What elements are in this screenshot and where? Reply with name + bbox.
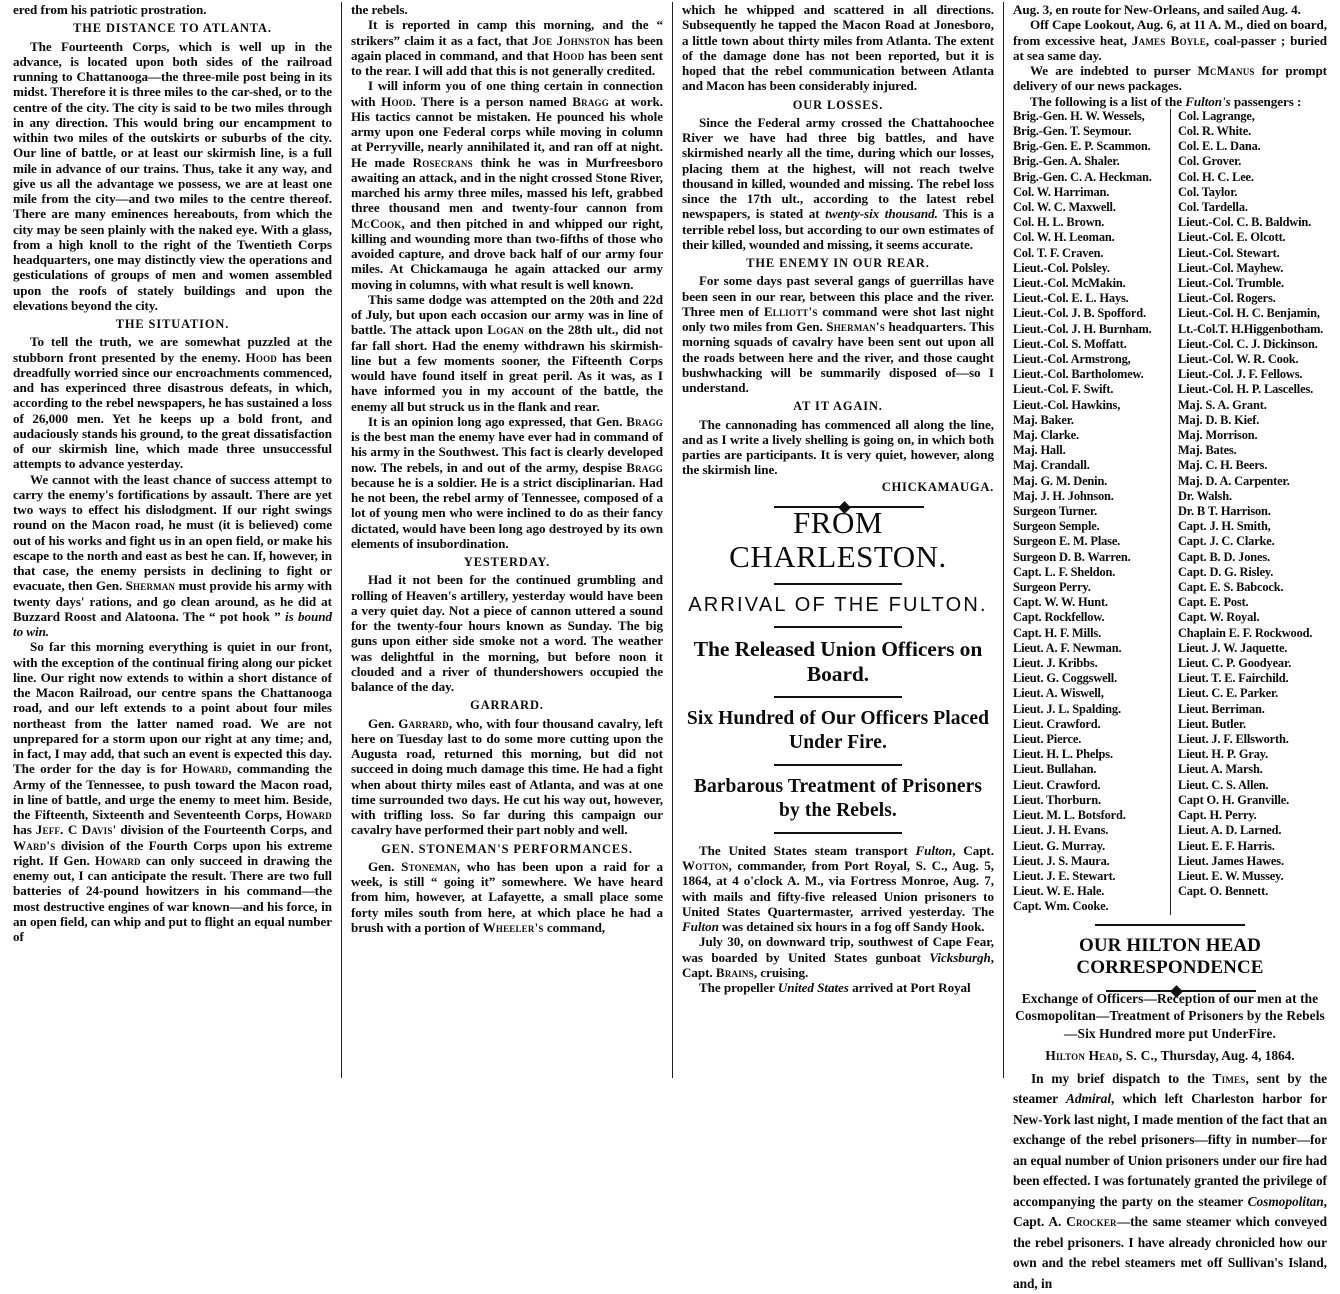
continuation-new-orleans: Aug. 3, en route for New-Orleans, and sailed Aug. 4. (1012, 2, 1301, 17)
txt: Off Cape Lookout, Aug. 6, at 11 A. M., died on board, from excessive heat, (1012, 17, 1327, 48)
passenger-entry: Maj. Bates. (1177, 443, 1237, 458)
headline-rule-1 (774, 583, 902, 585)
ship-cosmopolitan: Cosmopolitan (1247, 1193, 1324, 1209)
passenger-entry: Capt O. H. Granville. (1177, 792, 1290, 807)
continuation-macon-road: which he whipped and scattered in all directions. Subsequently he tapped the Macon Road at Jonesboro, a little town about thirty miles from Atlanta. The extent of the damage done has not been reported, but it is hoped that the rebel communication between Atlanta and Macon has been considerably injured. (681, 2, 994, 94)
passenger-entry: Maj. C. H. Beers. (1177, 458, 1268, 473)
passenger-entry: Surgeon E. M. Plase. (1012, 534, 1121, 549)
headline-from-charleston: FROM CHARLESTON. (729, 504, 947, 574)
passenger-entry: Lieut.-Col. H. C. Benjamin, (1177, 306, 1320, 321)
txt: , Capt. A. (1012, 1193, 1327, 1230)
passenger-entry: Lieut.-Col. C. J. Dickinson. (1177, 336, 1318, 351)
name-garrard: Garrard (398, 715, 449, 731)
headline-hilton-head-correspondence: OUR HILTON HEAD CORRESPONDENCE (1076, 934, 1264, 978)
txt: Gen. (367, 858, 402, 874)
txt: I will inform you of one thing certain in connection with (350, 78, 663, 109)
passenger-entry: Lieut. Pierce. (1012, 732, 1082, 747)
correspondent-signature: CHICKAMAUGA. (881, 479, 994, 494)
txt: It is reported in camp this morning, and the “ strikers” claim it as a fact, that (350, 17, 663, 48)
txt: We are indebted to purser (1029, 63, 1198, 78)
txt: has (13, 822, 36, 838)
txt: Gen. (367, 715, 399, 731)
passenger-entry: Lieut. C. P. Goodyear. (1177, 656, 1292, 671)
name-hood: Hood (552, 47, 585, 63)
txt: , cruising. (753, 964, 809, 980)
passenger-list (1013, 109, 1327, 915)
ship-admiral: Admiral (1065, 1091, 1111, 1107)
passenger-entry: Lieut. A. Marsh. (1177, 762, 1263, 777)
passenger-entry: Col. Tardella. (1177, 199, 1248, 214)
paragraph-bragg-tactics (351, 78, 663, 292)
passenger-entry: Lieut.-Col. H. P. Lascelles. (1177, 382, 1314, 397)
heading-our-losses: OUR LOSSES. (792, 97, 884, 112)
txt: The propeller (698, 980, 778, 995)
passenger-entry: Lieut. A. F. Newman. (1012, 640, 1122, 655)
passenger-entry: Lieut.-Col. Armstrong, (1012, 352, 1131, 366)
txt: on the 28th ult., did not far fall short. Had the enemy withdrawn his skirmish-line but a few moments sooner, the Fifteenth Corps would have found itself in great peril. As it was, as I have informed you in my account of the battle, the enemy all but struck us in the flank and rear. (350, 322, 663, 414)
passenger-entry: Lieut. Thorburn. (1012, 792, 1101, 807)
passenger-entry: Capt. W. W. Hunt. (1012, 595, 1108, 610)
passenger-entry: Capt. L. F. Sheldon. (1012, 564, 1116, 579)
passenger-entry: Lieut. E. F. Harris. (1177, 838, 1275, 853)
txt: is the best man the enemy have ever had in command of his army in the Southwest. This fact is clearly developed now. The rebels, in and out of the army, despise (350, 429, 663, 475)
name-logan: Logan (487, 322, 525, 338)
passenger-entry: Col. Lagrange, (1177, 108, 1255, 123)
passenger-entry: Lieut. W. E. Hale. (1012, 884, 1105, 899)
paragraph-garrard (351, 716, 663, 838)
hh-rule-top (1095, 924, 1245, 926)
passenger-entry: Maj. S. A. Grant. (1177, 397, 1267, 412)
txt: Since the Federal army crossed the Chattahoochee River we have had three big battles, and have skirmished nearly all the time, during which our losses, placing them at the highest, will not reach twelve thousand in killed, wounded and missing. The rebel loss since the 17th ult., according to the latest rebel newspapers, is stated at (681, 114, 994, 222)
passenger-entry: Capt. Wm. Cooke. (1012, 899, 1109, 914)
paragraph-purser-thanks (1013, 63, 1327, 94)
column-1 (4, 2, 341, 1078)
passenger-entry: Capt. W. Royal. (1177, 610, 1260, 625)
passenger-entry: Col. W. Harriman. (1012, 184, 1110, 199)
txt: was detained six hours in a fog off Sandy Hook. (718, 919, 985, 934)
name-james-boyle: James Boyle (1131, 32, 1206, 48)
headline-released-union-officers: The Released Union Officers on Board. (693, 636, 983, 686)
name-ward: Ward's (13, 837, 56, 853)
passenger-entry: Lieut. T. E. Fairchild. (1177, 671, 1289, 686)
passenger-entry: Col. R. White. (1177, 123, 1252, 138)
txt: This same dodge was attempted on the 20th and 22d of July, but upon each occasion our army was in line of battle. The attack upon (350, 291, 663, 338)
passenger-entry: Lieut. J. H. Evans. (1012, 823, 1109, 838)
name-rosecrans: Rosecrans (412, 154, 473, 170)
emphasis-twenty-six-thousand: twenty-six thousand. (825, 206, 938, 222)
txt: The United States steam transport (698, 842, 916, 858)
paragraph-enemy-rear (682, 273, 994, 395)
passenger-entry: Lieut. H. L. Phelps. (1012, 747, 1113, 762)
name-wheeler: Wheeler's (482, 919, 544, 935)
column-2 (341, 2, 672, 1078)
paragraph-passenger-list-intro (1013, 94, 1327, 109)
name-brains: Brains (715, 964, 754, 980)
passenger-entry: Lieut. J. W. Jaquette. (1177, 640, 1288, 655)
passenger-entry: Lieut. J. Kribbs. (1012, 656, 1098, 671)
name-jeff-c-davis: Jeff. C Davis' (35, 822, 117, 838)
name-sherman: Sherman (125, 578, 176, 594)
txt: has been sent to the rear. I will add that this is not generally credited. (350, 47, 663, 78)
hh-body (1013, 1046, 1327, 1294)
txt: , who, with four thousand cavalry, left here on Tuesday last to do some more cutting upon the Augusta road, returned this morning, but did not succeed in doing much damage this time. He had a fight when about thirty miles east of Atlanta, and was at one time surrounded two days. He cut his way out, however, with trifling loss. So far during this campaign our cavalry have performed their part nobly and well. (350, 715, 663, 838)
passenger-entry: Lieut.-Col. Trumble. (1177, 275, 1284, 290)
passenger-entry: Lieut. Berriman. (1177, 701, 1265, 716)
name-howard-2: Howard (286, 807, 332, 822)
passenger-entry: Capt. H. Perry. (1177, 808, 1257, 823)
txt: , who has been upon a raid for a week, is still “ going it” somewhere. We have heard from him, however, at Lafayette, a small place some forty miles south from here, at which place he had a brush with a portion of (350, 858, 663, 935)
dateline-date: Thursday, Aug. 4, 1864. (1157, 1048, 1295, 1064)
passenger-entry: Lieut. C. E. Parker. (1177, 686, 1279, 701)
txt: It is an opinion long ago expressed, that Gen. (367, 413, 627, 429)
passenger-entry: Lieut. J. F. Ellsworth. (1177, 732, 1289, 747)
passenger-entry: Capt. J. H. Smith, (1177, 519, 1271, 534)
paragraph-propeller-united-states (682, 980, 994, 995)
name-crocker: Crocker (1066, 1214, 1117, 1230)
name-wotton: Wotton (681, 858, 729, 873)
passenger-entry: Capt. H. F. Mills. (1012, 625, 1102, 640)
passenger-entry: Lieut. M. L. Botsford. (1012, 808, 1126, 823)
passenger-entry: Surgeon Semple. (1012, 519, 1100, 534)
txt: For some days past several gangs of guerrillas have been seen in our rear, between this place and the river. Three men of (681, 273, 994, 319)
emphasis-pot-hook: is bound to win. (13, 608, 332, 639)
txt: In my brief dispatch to the (1030, 1070, 1213, 1086)
hh-paragraph-1 (1013, 1069, 1327, 1294)
passenger-entry: Col. E. L. Dana. (1177, 139, 1261, 154)
headline-rule-4 (774, 764, 902, 766)
txt: , commanding the Army of the Tennessee, to push toward the Macon road, in line of battle, and urge the enemy to meet him. Beside, the Fifteenth, Sixteenth and Seventeenth Corps, (13, 761, 332, 822)
ship-fulton: Fulton (915, 842, 953, 858)
passenger-entry: Maj. Hall. (1012, 443, 1066, 458)
passenger-entry: Lieut.-Col. J. F. Fellows. (1177, 367, 1303, 382)
name-mccook: McCook (350, 215, 402, 231)
paragraph-stoneman (351, 859, 663, 935)
name-mcmanus: McManus (1197, 63, 1255, 78)
passenger-entry: Lieut. J. S. Maura. (1012, 853, 1110, 868)
paragraph-situation-3 (13, 639, 332, 944)
passenger-entry: Lieut.-Col. Stewart. (1177, 245, 1280, 260)
passenger-list-left (1013, 109, 1170, 915)
headline-arrival-of-fulton: ARRIVAL OF THE FULTON. (688, 593, 988, 616)
headline-barbarous-treatment: Barbarous Treatment of Prisoners by the Rebels. (693, 775, 983, 821)
passenger-entry: Lieut. H. P. Gray. (1177, 747, 1269, 762)
txt: passengers : (1230, 93, 1302, 109)
passenger-entry: Lieut. J. L. Spalding. (1012, 701, 1121, 716)
passenger-entry: Lieut.-Col. J. B. Spofford. (1012, 306, 1146, 321)
passenger-entry: Lieut. C. S. Allen. (1177, 777, 1269, 792)
passenger-entry: Col. Taylor. (1177, 184, 1238, 199)
continuation-the-rebels: the rebels. (350, 2, 408, 17)
passenger-entry: Lieut.-Col. J. H. Burnham. (1012, 321, 1152, 336)
headline-rule-3 (774, 696, 902, 698)
passenger-entry: Maj. D. B. Kief. (1177, 412, 1260, 427)
passenger-entry: Lieut.-Col. W. R. Cook. (1177, 352, 1299, 366)
txt: because he is a soldier. He is a strict disciplinarian. Had he not been, the rebel army of Tennessee, composed of a lot of young men who were inclined to do as their fancy dictated, would have been long ago destroyed by its own elements of insubordination. (350, 474, 663, 551)
ship-fulton-2: Fulton (681, 919, 719, 934)
paragraph-johnston-rumor (351, 17, 663, 78)
paragraph-vicksburgh (682, 934, 994, 980)
ship-vicksburgh: Vicksburgh (929, 949, 991, 965)
txt: for prompt delivery of our news packages. (1012, 63, 1327, 94)
passenger-entry: Col. T. F. Craven. (1012, 245, 1104, 260)
passenger-list-right (1170, 109, 1327, 915)
txt: , sent by the steamer (1012, 1070, 1327, 1107)
passenger-entry: Lieut. E. W. Mussey. (1177, 868, 1284, 883)
name-times: Times (1212, 1070, 1246, 1086)
txt: has been dreadfully worried since our encroachments commenced, and has experinced three disastrous defeats, in which, according to the rebel newspapers, he has sustained a loss of 26,000 men. Yet he keeps up a bold front, and audaciously stands his ground, to the great dissatisfaction of our skirmish line, which made three unsuccessful attempts to advance yesterday. (13, 349, 332, 472)
txt: command, (543, 919, 606, 935)
name-howard-3: Howard (94, 852, 141, 868)
passenger-entry: Lieut. Bullahan. (1012, 762, 1097, 777)
headline-six-hundred-officers: Six Hundred of Our Officers Placed Under Fire. (686, 707, 990, 753)
txt: —the same steamer which conveyed the rebel prisoners. I have already chronicled how our own and the rebel steamers met off Sullivan's Island, and, in (1012, 1214, 1327, 1291)
paragraph-situation-1 (13, 334, 332, 471)
passenger-entry: Lt.-Col.T. H.Higgenbotham. (1177, 321, 1324, 336)
heading-stoneman-performances: GEN. STONEMAN'S PERFORMANCES. (381, 841, 633, 856)
passenger-entry: Lieut.-Col. McMakin. (1012, 275, 1126, 290)
lead-fragment: ered from his patriotic prostration. (13, 2, 207, 17)
passenger-entry: Col. H. L. Brown. (1012, 215, 1105, 230)
passenger-entry: Surgeon D. B. Warren. (1012, 549, 1131, 564)
heading-enemy-in-our-rear: THE ENEMY IN OUR REAR. (746, 256, 930, 270)
txt: To tell the truth, we are somewhat puzzled at the stubborn front presented by the enemy. (13, 334, 332, 365)
txt: think he was in Murfreesboro awaiting an attack, and in the night crossed Stone River, marched his army three miles, massed his left, grabbed three thousand men and twenty-four cannon from (350, 154, 663, 216)
passenger-entry: Lieut. Crawford. (1012, 777, 1101, 792)
passenger-entry: Capt. O. Bennett. (1177, 884, 1269, 899)
paragraph-situation-2 (13, 472, 332, 640)
txt: has been again placed in command, and that (350, 32, 663, 63)
name-hood: Hood (381, 93, 413, 109)
passenger-entry: Lieut. Butler. (1177, 716, 1246, 731)
txt: , Capt. (952, 842, 994, 858)
txt: So far this morning everything is quiet in our front, with the exception of the continual firing along our picket line. Our right now extends to within a short distance of the Macon Railroad, our centre spans the Chattanooga road, and our left extends to a point about four miles northeast from the latter named road. We are not unprepared for a storm upon our right at any time; and, in fact, I may add, that such an event is expected this day. The order for the day is for (13, 639, 332, 777)
passenger-entry: Chaplain E. F. Rockwood. (1177, 625, 1313, 640)
passenger-entry: Capt. B. D. Jones. (1177, 549, 1270, 564)
passenger-entry: Lieut. G. Murray. (1012, 838, 1106, 853)
paragraph-fulton-arrival (682, 843, 994, 935)
txt: can only succeed in drawing the enemy out, I can anticipate the result. There are two full batteries of 24-pound howitzers in his command—the most destructive engines of war known—and his force, in an open field, can whip and put to flight an equal number of (13, 852, 332, 944)
paragraph-distance: The Fourteenth Corps, which is well up in the advance, is located upon both sides of the railroad running to Chattanooga—the three-mile post being in its midst. Therefore it is three miles to the car-shed, or to the centre of the city. The city is said to be two miles through in any direction. This would bring our encampment to within two miles of the outskirts or suburbs of the city. Our line of battle, or at least our skirmish line, is a full mile in advance of our trains. Thus, take it any way, and give us all the advantage we possess, we are at least one mile from the city—and two miles to the centre thereof. There are many eminences hereabouts, from which the city may be seen plainly with the naked eye. With a glass, from a high knoll to the right of the Twentieth Corps headquarters, one may distinctly view the operations and gesticulations of groups of men and women assembled upon the roofs of stately buildings and upon the elevations beyond the city. (13, 38, 332, 313)
passenger-entry: Col. H. C. Lee. (1177, 169, 1254, 184)
passenger-entry: Col. Grover. (1177, 154, 1242, 169)
ship-fulton-possessive: Fulton's (1185, 93, 1231, 109)
passenger-entry: Lieut. A. Wiswell, (1012, 686, 1104, 701)
name-stoneman: Stoneman (401, 858, 457, 874)
heading-the-situation: THE SITUATION. (115, 317, 230, 331)
passenger-entry: Brig.-Gen. C. A. Heckman. (1012, 169, 1152, 184)
passenger-entry: Lieut. James Hawes. (1177, 853, 1284, 868)
paragraph-same-dodge (351, 292, 663, 414)
txt: This is a terrible rebel loss, but according to our own estimates of their killed, wounded and missing, it seems accurate. (681, 206, 994, 252)
passenger-entry: Maj. J. H. Johnson. (1012, 488, 1114, 503)
passenger-entry: Lieut.-Col. C. B. Baldwin. (1177, 215, 1312, 230)
txt: . There is a person named (412, 93, 573, 109)
name-bragg-2: Bragg (626, 459, 663, 475)
passenger-entry: Lieut. A. D. Larned. (1177, 823, 1282, 838)
passenger-entry: Lieut.-Col. E. L. Hays. (1012, 291, 1129, 306)
passenger-entry: Maj. Morrison. (1177, 428, 1258, 443)
passenger-entry: Surgeon Perry. (1012, 580, 1091, 595)
passenger-entry: Brig.-Gen. E. P. Scammon. (1012, 139, 1151, 154)
headline-rule-5 (774, 832, 902, 834)
passenger-entry: Capt. J. C. Clarke. (1177, 534, 1275, 549)
txt: division of the Fourth Corps upon his extreme right. If Gen. (13, 837, 332, 868)
txt: at work. His tactics cannot be mistaken. He pounced his whole army upon one Federal corps while moving in column at Perryville, nearly annihilated it, and ran off at night. He made (350, 93, 663, 170)
txt: , coal-passer ; buried at sea same day. (1012, 32, 1327, 63)
name-bragg: Bragg (626, 413, 663, 429)
heading-yesterday: YESTERDAY. (463, 555, 551, 569)
ship-united-states: United States (777, 980, 849, 995)
txt: The following is a list of the (1029, 93, 1186, 109)
txt: , which left Charleston harbor for New-York last night, I made mention of the fact that an exchange of the rebel prisoners—fifty in number—for an equal number of Union prisoners under our fire had been effected. I was fortunately granted the privilege of accompanying the party on the steamer (1012, 1091, 1327, 1209)
passenger-entry: Capt. D. G. Risley. (1177, 564, 1274, 579)
txt: , and then pitched in and whipped our right, killing and wounding more than two-fifths of those who avoided capture, and drove back half of our army four miles. At Chickamauga he again attacked our army moving in columns, with what result is well known. (350, 215, 663, 292)
paragraph-yesterday: Had it not been for the continued grumbling and rolling of Heaven's artillery, yesterday would have been a very quiet day. Not a piece of cannon uttered a sound for the twenty-four hours known as Sunday. The big guns upon either side smoke not a word. The weather was delightful in the morning, but before noon it clouded and a river of thundershowers occupied the balance of the day. (350, 572, 663, 694)
passenger-entry: Maj. G. M. Denin. (1012, 473, 1108, 488)
passenger-entry: Capt. E. S. Babcock. (1177, 580, 1284, 595)
passenger-entry: Maj. Clarke. (1012, 428, 1079, 443)
hh-subdeck: Exchange of Officers—Reception of our men at the Cosmopolitan—Treatment of Prisoners by the Rebels—Six Hundred more put UnderFire. (1015, 990, 1325, 1041)
txt: command were shot last night only two miles from Gen. (681, 303, 994, 334)
txt: , Capt. (681, 949, 994, 980)
passenger-entry: Capt. Rockfellow. (1012, 610, 1105, 625)
txt: division of the Fourteenth Corps, and (116, 822, 332, 838)
passenger-entry: Lieut.-Col. Hawkins, (1012, 397, 1121, 412)
passenger-entry: Lieut.-Col. E. Olcott. (1177, 230, 1286, 245)
paragraph-bragg-opinion (351, 414, 663, 551)
name-bragg: Bragg (572, 93, 609, 109)
passenger-entry: Lieut.-Col. Polsley. (1012, 260, 1110, 275)
passenger-entry: Dr. Walsh. (1177, 488, 1232, 503)
name-elliott: Elliott's (763, 303, 818, 319)
passenger-entry: Brig.-Gen. H. W. Wessels, (1012, 108, 1145, 123)
dateline-place: Hilton Head, S. C., (1045, 1048, 1158, 1064)
paragraph-our-losses (682, 115, 994, 252)
heading-garrard: GARRARD. (470, 698, 544, 713)
heading-distance-to-atlanta: THE DISTANCE TO ATLANTA. (73, 21, 272, 36)
txt: must provide his army with twenty days' rations, and go clean around, as he did at Buzzard Roost and Alatoona. The “ pot hook ” (13, 578, 332, 624)
paragraph-at-it-again: The cannonading has commenced all along the line, and as I write a lively shelling is going on, in which both parties are participants. It is very quiet, however, along the skirmish line. (681, 416, 994, 478)
passenger-entry: Lieut.-Col. Mayhew. (1177, 260, 1284, 275)
name-howard-1: Howard (182, 761, 229, 777)
txt: headquarters. This morning squads of cavalry have been sent out upon all the roads between here and the river, and those caught bushwhacking will be summarily disposed of—so I understand. (681, 319, 994, 395)
passenger-entry: Surgeon Turner. (1012, 504, 1098, 519)
txt: July 30, on downward trip, southwest of Cape Fear, was boarded by United States gunboat (681, 934, 994, 965)
passenger-entry: Maj. D. A. Carpenter. (1177, 473, 1290, 488)
name-joe-johnston: Joe Johnston (532, 32, 610, 48)
passenger-entry: Dr. B T. Harrison. (1177, 504, 1271, 519)
txt: arrived at Port Royal (848, 980, 971, 995)
passenger-entry: Brig.-Gen. T. Seymour. (1012, 123, 1132, 138)
heading-at-it-again: AT IT AGAIN. (793, 399, 883, 414)
column-3 (672, 2, 1003, 1078)
passenger-entry: Lieut. Crawford. (1012, 716, 1101, 731)
passenger-entry: Maj. Crandall. (1012, 458, 1090, 473)
passenger-entry: Lieut.-Col. Bartholomew. (1012, 367, 1144, 382)
txt: , commander, from Port Royal, S. C., Aug. 5, 1864, at 4 o'clock A. M., via Fortress Monroe, Aug. 7, with mails and fifty-five released Union prisoners to United States Quartermaster, arrived yesterday. The (681, 858, 994, 919)
passenger-entry: Lieut. G. Coggswell. (1012, 671, 1118, 686)
passenger-entry: Lieut. J. E. Stewart. (1012, 868, 1116, 883)
paragraph-death-at-sea (1013, 17, 1327, 63)
passenger-entry: Maj. Baker. (1012, 412, 1074, 427)
txt: We cannot with the least chance of success attempt to carry the enemy's fortifications by assault. There are yet two ways to effect his dislodgment. If our right swings round on the Macon road, he must (it is believed) come out of his works and fight us in an open field, or make his escape to the north and east as best he can. If, however, in that case, the enemy persists in declining to fight or evacuate, then Gen. (13, 471, 332, 594)
passenger-entry: Capt. E. Post. (1177, 595, 1249, 610)
passenger-entry: Brig.-Gen. A. Shaler. (1012, 154, 1120, 169)
column-4 (1003, 2, 1336, 1291)
passenger-entry: Lieut.-Col. S. Moffatt. (1012, 336, 1127, 351)
passenger-entry: Lieut.-Col. Rogers. (1177, 291, 1276, 306)
passenger-entry: Lieut.-Col. F. Swift. (1012, 382, 1114, 397)
name-hood: Hood (245, 349, 278, 365)
headline-rule-2 (774, 626, 902, 628)
name-sherman: Sherman's (826, 319, 885, 334)
hh-dateline (1013, 1046, 1327, 1067)
passenger-entry: Col. W. C. Maxwell. (1012, 199, 1116, 214)
passenger-entry: Col. W. H. Leoman. (1012, 230, 1115, 245)
